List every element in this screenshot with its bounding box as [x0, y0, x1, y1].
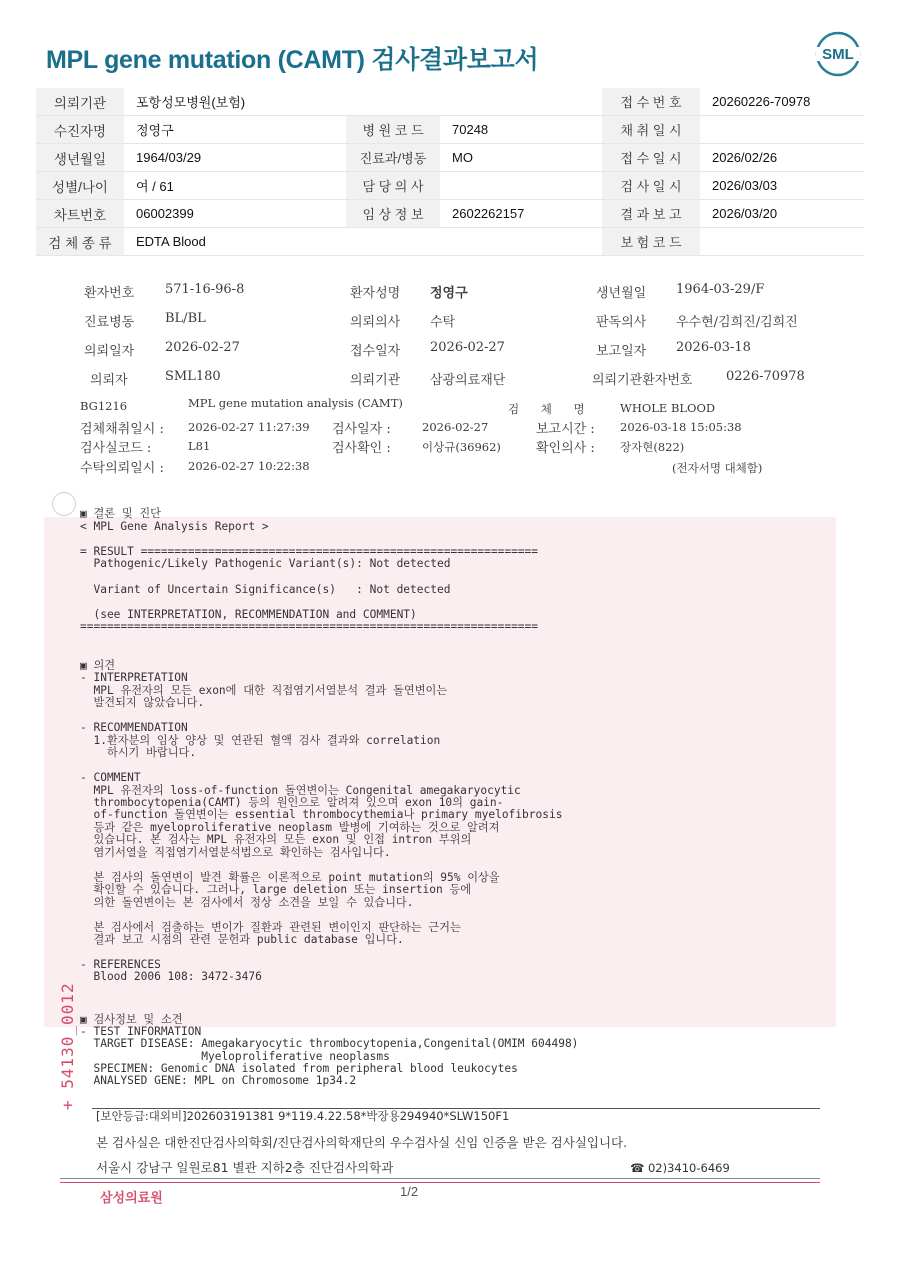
- reader-label: 판독의사: [596, 315, 647, 330]
- logo-text: SML: [822, 46, 854, 63]
- header-label: 접 수 일 시: [602, 144, 700, 172]
- header-label: 진료과/병동: [346, 144, 440, 172]
- header-label: 생년월일: [36, 144, 124, 172]
- exam-date-label: 검사일자 :: [332, 422, 391, 437]
- security-line: [보안등급:대외비]202603191381 9*119.4.22.58*박장용294940*SLW150F1: [96, 1109, 510, 1123]
- header-label: 의뢰기관: [36, 88, 124, 116]
- report-time: 2026-03-18 15:05:38: [620, 420, 742, 434]
- header-value: 1964/03/29: [124, 144, 346, 172]
- inst: 삼광의료재단: [430, 373, 506, 388]
- specimen: WHOLE BLOOD: [620, 401, 716, 415]
- header-value: 여 / 61: [124, 172, 346, 200]
- header-row: [36, 144, 864, 172]
- header-row: [36, 116, 864, 144]
- patient-name-label: 환자성명: [350, 286, 401, 301]
- specimen-label: 검 체 명: [508, 402, 594, 416]
- req-date-label: 의뢰일자: [84, 344, 135, 359]
- header-value: [440, 172, 602, 200]
- header-value: 2602262157: [440, 200, 602, 228]
- inst-label: 의뢰기관: [350, 373, 401, 388]
- header-label: 담 당 의 사: [346, 172, 440, 200]
- dob-label: 생년월일: [596, 286, 647, 301]
- header-label: 검 체 종 류: [36, 228, 124, 256]
- examiner: 이상규(36962): [422, 440, 501, 454]
- header-value: 2026/03/03: [700, 172, 864, 200]
- header-value: 20260226-70978: [700, 88, 864, 116]
- collect: 2026-02-27 11:27:39: [188, 420, 310, 434]
- header-label: 성별/나이: [36, 172, 124, 200]
- room: L81: [188, 439, 211, 453]
- header-table: [36, 88, 864, 256]
- reader: 우수현/김희진/김희진: [676, 315, 798, 330]
- page-number: 1/2: [400, 1184, 419, 1199]
- exam-date: 2026-02-27: [422, 420, 489, 434]
- header-label: 수진자명: [36, 116, 124, 144]
- header-label: 검 사 일 시: [602, 172, 700, 200]
- header-value: 정영구: [124, 116, 346, 144]
- header-value: 06002399: [124, 200, 346, 228]
- report-time-label: 보고시간 :: [536, 422, 595, 437]
- header-value: [700, 116, 864, 144]
- address: 서울시 강남구 일원로81 별관 지하2층 진단검사의학과: [96, 1160, 394, 1175]
- test-name: MPL gene mutation analysis (CAMT): [188, 396, 403, 410]
- ward: BL/BL: [165, 311, 206, 326]
- header-row: [36, 228, 864, 256]
- punch-hole: [52, 492, 76, 516]
- examiner-label: 검사확인 :: [332, 441, 391, 456]
- requester: SML180: [165, 369, 221, 384]
- header-value: EDTA Blood: [124, 228, 602, 256]
- header-label: 결 과 보 고: [602, 200, 700, 228]
- confirm-label: 확인의사 :: [536, 441, 595, 456]
- opinion-section: ▣ 의견 - INTERPRETATION MPL 유전자의 모든 exon에 대한 직접염기서열분석 결과 돌연변이는 발견되지 않았습니다. - RECOMMENDATION 1.환자분의 임상 양상 및 연관된 혈액 검사 결과와 correlation 하시기 바랍니다. - COMMENT MPL 유전자의 loss-of-function 돌연변이는 Congenital amegakaryocytic thrombocytopenia(CAMT) 등의 원인으로 알려져 있으며 exon 10의 gain- of-function 돌연변이는 essential thrombocythemia나 primary myelofibrosis 등과 같은 myeloproliferative neoplasm 발병에 기여하는 것으로 알려져 있습니다. 본 검사는 MPL 유전자의 모든 exon 및 인접 intron 부위의 염기서열을 직접염기서열분석법으로 확인하는 검사입니다. 본 검사의 돌연변이 발견 확률은 이론적으로 point mutation의 95% 이상을 확인할 수 있습니다. 그러나, large deletion 또는 insertion 등에 의한 돌연변이는 본 검사에서 정상 소견을 보일 수 있습니다. 본 검사에서 검출하는 변이가 질환과 관련된 변이인지 판단하는 근거는 결과 보고 시점의 관련 문헌과 public database 입니다. - REFERENCES Blood 2006 108: 3472-3476: [80, 659, 563, 984]
- patient-id-label: 환자번호: [84, 286, 135, 301]
- rep-date: 2026-03-18: [676, 340, 751, 355]
- req-date: 2026-02-27: [165, 340, 240, 355]
- header-value: MO: [440, 144, 602, 172]
- rcv-date-label: 접수일자: [350, 344, 401, 359]
- header-label: 임 상 정 보: [346, 200, 440, 228]
- ward-label: 진료병동: [84, 315, 135, 330]
- result-section: ▣ 결론 및 진단 < MPL Gene Analysis Report > = RESULT =========================================================== Pathogenic/Likely Pathogenic Variant(s): Not detected Variant of Uncertain Significance(s) : Not detected (see INTERPRETATION, RECOMMENDATION and COMMENT) ====================================================================: [80, 507, 539, 634]
- rep-date-label: 보고일자: [596, 344, 647, 359]
- header-row: [36, 88, 864, 116]
- rcv-date: 2026-02-27: [430, 340, 505, 355]
- outsource: 2026-02-27 10:22:38: [188, 459, 310, 473]
- requester-label: 의뢰자: [90, 373, 128, 388]
- patient-id: 571-16-96-8: [165, 282, 245, 297]
- patient-name: 정영구: [430, 286, 468, 301]
- phone: ☎ 02)3410-6469: [630, 1161, 730, 1175]
- test-code: BG1216: [80, 399, 128, 413]
- header-value: 포항성모병원(보험): [124, 88, 602, 116]
- side-serial-number: + 54130_0012: [58, 982, 77, 1110]
- divider: [60, 1182, 820, 1183]
- confirm: 장자현(822): [620, 440, 685, 454]
- room-label: 검사실코드 :: [80, 441, 152, 456]
- header-value: 2026/02/26: [700, 144, 864, 172]
- header-value: 2026/03/20: [700, 200, 864, 228]
- brand-name: 삼성의료원: [100, 1191, 163, 1206]
- header-row: [36, 200, 864, 228]
- header-label: 채 취 일 시: [602, 116, 700, 144]
- esign-note: (전자서명 대체함): [672, 461, 763, 475]
- collect-label: 검체채취일시 :: [80, 422, 164, 437]
- header-row: [36, 172, 864, 200]
- certification-text: 본 검사실은 대한진단검사의학회/진단검사의학재단의 우수검사실 신임 인증을 받은 검사실입니다.: [96, 1135, 628, 1150]
- sml-logo: [814, 30, 862, 78]
- inst-pid: 0226-70978: [726, 369, 805, 384]
- header-value: 70248: [440, 116, 602, 144]
- test-info-section: ▣ 검사정보 및 소견 - TEST INFORMATION TARGET DISEASE: Amegakaryocytic thrombocytopenia,Congenital(OMIM 604498) Myeloproliferative neoplasms SPECIMEN: Genomic DNA isolated from peripheral blood leukocytes ANALYSED GENE: MPL on Chromosome 1p34.2: [80, 1013, 579, 1088]
- divider: [60, 1178, 820, 1179]
- header-label: 차트번호: [36, 200, 124, 228]
- header-label: 보 험 코 드: [602, 228, 700, 256]
- outsource-label: 수탁의뢰일시 :: [80, 461, 164, 476]
- inst-pid-label: 의뢰기관환자번호: [592, 373, 693, 388]
- doctor-label: 의뢰의사: [350, 315, 401, 330]
- header-label: 접 수 번 호: [602, 88, 700, 116]
- report-title: MPL gene mutation (CAMT) 검사결과보고서: [46, 46, 539, 74]
- dob: 1964-03-29/F: [676, 282, 765, 297]
- header-label: 병 원 코 드: [346, 116, 440, 144]
- header-value: [700, 228, 864, 256]
- doctor: 수탁: [430, 315, 456, 330]
